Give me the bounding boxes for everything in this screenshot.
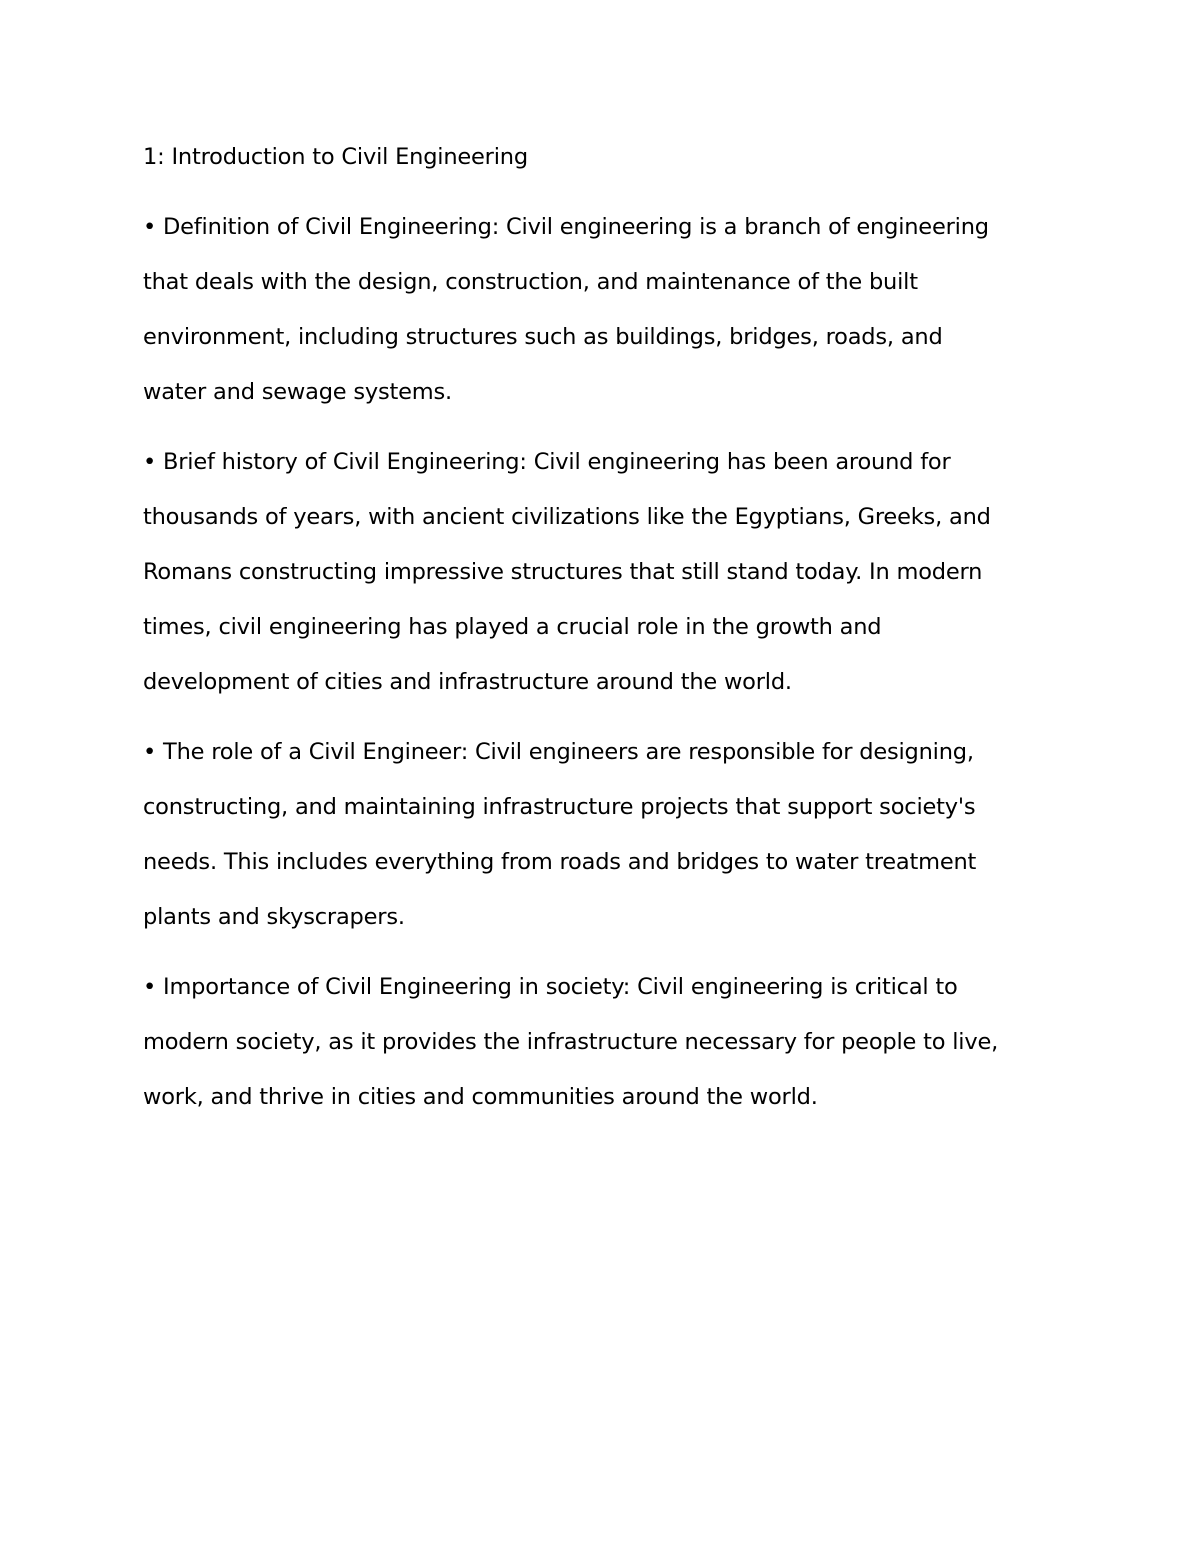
text-line: modern society, as it provides the infrastructure necessary for people to live, xyxy=(143,1029,999,1055)
text-line: plants and skyscrapers. xyxy=(143,904,405,930)
text-line: • Importance of Civil Engineering in society: Civil engineering is critical to xyxy=(143,974,958,1000)
text-line: environment, including structures such as buildings, bridges, roads, and xyxy=(143,324,943,350)
text-line: development of cities and infrastructure around the world. xyxy=(143,669,792,695)
text-line: times, civil engineering has played a crucial role in the growth and xyxy=(143,614,882,640)
text-line: constructing, and maintaining infrastructure projects that support society's xyxy=(143,794,976,820)
text-line: thousands of years, with ancient civilizations like the Egyptians, Greeks, and xyxy=(143,504,991,530)
text-line: • Brief history of Civil Engineering: Civil engineering has been around for xyxy=(143,449,951,475)
text-line: water and sewage systems. xyxy=(143,379,452,405)
text-line: • The role of a Civil Engineer: Civil engineers are responsible for designing, xyxy=(143,739,974,765)
text-line: • Definition of Civil Engineering: Civil engineering is a branch of engineering xyxy=(143,214,989,240)
document-body xyxy=(143,130,1073,1140)
paragraph-role xyxy=(143,725,1073,945)
section-heading: 1: Introduction to Civil Engineering xyxy=(143,144,528,170)
paragraph-history xyxy=(143,435,1073,710)
text-line: needs. This includes everything from roads and bridges to water treatment xyxy=(143,849,977,875)
paragraph-definition xyxy=(143,200,1073,420)
paragraph-importance xyxy=(143,960,1073,1125)
text-line: that deals with the design, construction, and maintenance of the built xyxy=(143,269,918,295)
text-line: work, and thrive in cities and communities around the world. xyxy=(143,1084,818,1110)
text-line: Romans constructing impressive structures that still stand today. In modern xyxy=(143,559,983,585)
